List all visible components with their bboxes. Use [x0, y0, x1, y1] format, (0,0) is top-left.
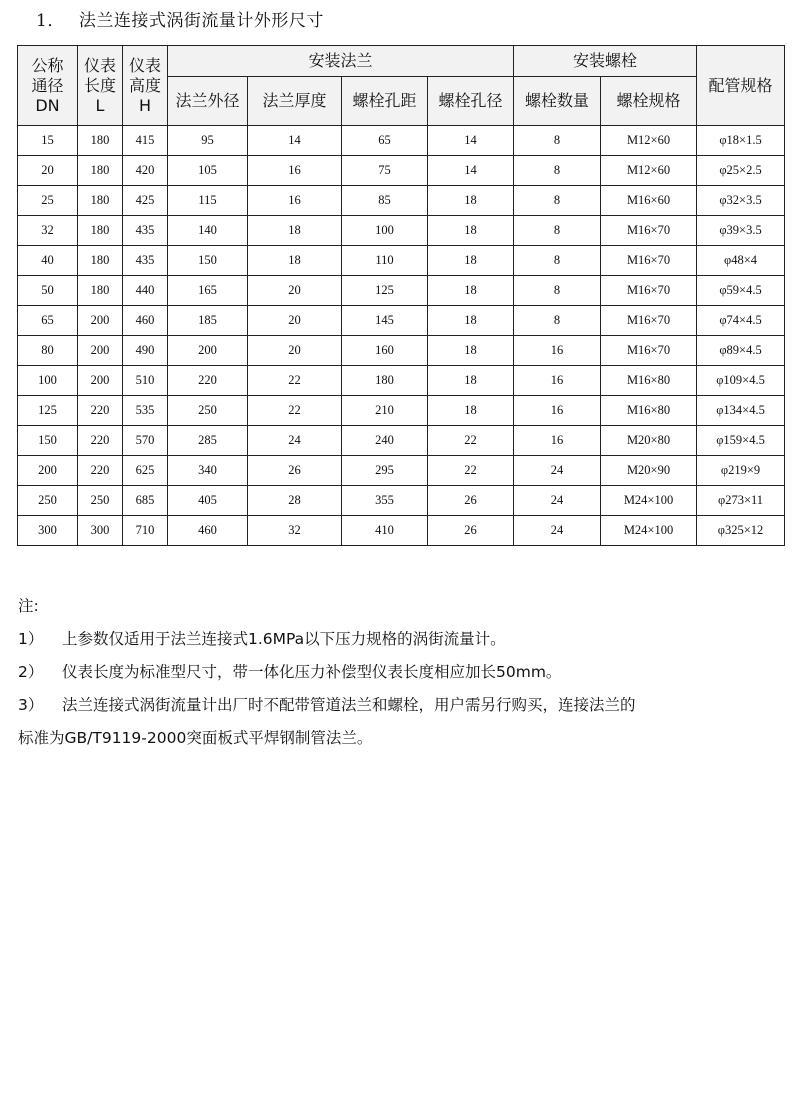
table-row — [18, 396, 785, 426]
cell-flange-outer-diameter: 140 — [168, 216, 248, 246]
cell-bolt-hole-diameter: 14 — [428, 126, 514, 156]
cell-bolt-hole-pitch: 145 — [342, 306, 428, 336]
cell-dn: 80 — [18, 336, 78, 366]
cell-height: 435 — [123, 246, 168, 276]
cell-bolt-spec: M16×80 — [601, 396, 697, 426]
cell-height: 440 — [123, 276, 168, 306]
cell-bolt-hole-diameter: 22 — [428, 426, 514, 456]
cell-bolt-hole-pitch: 410 — [342, 516, 428, 546]
cell-bolt-spec: M24×100 — [601, 516, 697, 546]
cell-length: 180 — [78, 246, 123, 276]
table-row — [18, 486, 785, 516]
cell-flange-outer-diameter: 150 — [168, 246, 248, 276]
cell-bolt-count: 8 — [514, 306, 601, 336]
cell-bolt-hole-diameter: 18 — [428, 246, 514, 276]
note-text: 仪表长度为标准型尺寸，带一体化压力补偿型仪表长度相应加长50mm。 — [62, 663, 562, 681]
cell-flange-thickness: 32 — [248, 516, 342, 546]
cell-length: 180 — [78, 156, 123, 186]
cell-bolt-spec: M12×60 — [601, 126, 697, 156]
table-row — [18, 186, 785, 216]
cell-bolt-spec: M16×70 — [601, 276, 697, 306]
note-text: 法兰连接式涡街流量计出厂时不配带管道法兰和螺栓，用户需另行购买，连接法兰的 — [62, 696, 636, 714]
cell-flange-thickness: 26 — [248, 456, 342, 486]
table-row — [18, 456, 785, 486]
header-height: 仪表 高度 H — [123, 46, 168, 126]
cell-bolt-spec: M16×70 — [601, 336, 697, 366]
cell-bolt-hole-diameter: 26 — [428, 486, 514, 516]
table-row — [18, 156, 785, 186]
cell-length: 200 — [78, 366, 123, 396]
header-bolt-group: 安装螺栓 — [514, 46, 697, 77]
cell-bolt-count: 8 — [514, 216, 601, 246]
cell-length: 180 — [78, 126, 123, 156]
cell-pipe-spec: φ109×4.5 — [697, 366, 785, 396]
notes-heading: 注: — [18, 597, 39, 615]
cell-pipe-spec: φ89×4.5 — [697, 336, 785, 366]
cell-length: 250 — [78, 486, 123, 516]
cell-pipe-spec: φ325×12 — [697, 516, 785, 546]
cell-flange-thickness: 14 — [248, 126, 342, 156]
table-row — [18, 276, 785, 306]
cell-height: 415 — [123, 126, 168, 156]
cell-pipe-spec: φ74×4.5 — [697, 306, 785, 336]
cell-flange-thickness: 16 — [248, 156, 342, 186]
cell-height: 535 — [123, 396, 168, 426]
cell-bolt-hole-diameter: 14 — [428, 156, 514, 186]
cell-pipe-spec: φ59×4.5 — [697, 276, 785, 306]
cell-length: 220 — [78, 456, 123, 486]
cell-bolt-count: 8 — [514, 186, 601, 216]
title-number: 1． — [36, 11, 65, 31]
cell-pipe-spec: φ134×4.5 — [697, 396, 785, 426]
header-bolt-hole-pitch: 螺栓孔距 — [342, 77, 428, 126]
table-row — [18, 336, 785, 366]
table-row — [18, 306, 785, 336]
cell-bolt-hole-pitch: 65 — [342, 126, 428, 156]
cell-height: 570 — [123, 426, 168, 456]
note-index: 2） — [18, 663, 44, 681]
cell-pipe-spec: φ18×1.5 — [697, 126, 785, 156]
cell-height: 685 — [123, 486, 168, 516]
cell-bolt-spec: M24×100 — [601, 486, 697, 516]
cell-flange-thickness: 20 — [248, 306, 342, 336]
header-dn: 公称 通径 DN — [18, 46, 78, 126]
cell-bolt-count: 16 — [514, 426, 601, 456]
cell-bolt-hole-pitch: 295 — [342, 456, 428, 486]
cell-bolt-hole-diameter: 26 — [428, 516, 514, 546]
cell-length: 200 — [78, 336, 123, 366]
cell-bolt-count: 16 — [514, 336, 601, 366]
cell-length: 180 — [78, 216, 123, 246]
cell-bolt-hole-pitch: 240 — [342, 426, 428, 456]
header-bolt-spec: 螺栓规格 — [601, 77, 697, 126]
cell-flange-thickness: 18 — [248, 216, 342, 246]
note-item — [18, 689, 788, 722]
cell-length: 180 — [78, 186, 123, 216]
cell-bolt-spec: M16×80 — [601, 366, 697, 396]
cell-bolt-hole-diameter: 18 — [428, 366, 514, 396]
table-row — [18, 426, 785, 456]
cell-height: 425 — [123, 186, 168, 216]
cell-height: 625 — [123, 456, 168, 486]
cell-flange-outer-diameter: 165 — [168, 276, 248, 306]
cell-flange-thickness: 22 — [248, 366, 342, 396]
cell-bolt-count: 16 — [514, 366, 601, 396]
title-text: 法兰连接式涡街流量计外形尺寸 — [78, 11, 324, 31]
header-length: 仪表 长度 L — [78, 46, 123, 126]
cell-height: 490 — [123, 336, 168, 366]
header-flange-group: 安装法兰 — [168, 46, 514, 77]
cell-pipe-spec: φ32×3.5 — [697, 186, 785, 216]
cell-bolt-count: 24 — [514, 456, 601, 486]
cell-bolt-hole-pitch: 180 — [342, 366, 428, 396]
cell-bolt-spec: M16×70 — [601, 216, 697, 246]
cell-dn: 100 — [18, 366, 78, 396]
note-continuation: 标准为GB/T9119-2000突面板式平焊钢制管法兰。 — [18, 729, 373, 747]
cell-height: 510 — [123, 366, 168, 396]
cell-dn: 50 — [18, 276, 78, 306]
cell-bolt-hole-diameter: 18 — [428, 306, 514, 336]
cell-dn: 250 — [18, 486, 78, 516]
cell-length: 180 — [78, 276, 123, 306]
cell-flange-thickness: 16 — [248, 186, 342, 216]
cell-flange-outer-diameter: 250 — [168, 396, 248, 426]
note-index: 3） — [18, 696, 44, 714]
cell-dn: 25 — [18, 186, 78, 216]
cell-height: 710 — [123, 516, 168, 546]
cell-flange-thickness: 28 — [248, 486, 342, 516]
cell-bolt-hole-pitch: 100 — [342, 216, 428, 246]
cell-bolt-spec: M16×70 — [601, 246, 697, 276]
cell-flange-thickness: 22 — [248, 396, 342, 426]
cell-bolt-spec: M20×90 — [601, 456, 697, 486]
cell-dn: 150 — [18, 426, 78, 456]
cell-flange-outer-diameter: 220 — [168, 366, 248, 396]
cell-bolt-hole-diameter: 18 — [428, 396, 514, 426]
cell-flange-outer-diameter: 95 — [168, 126, 248, 156]
cell-bolt-hole-diameter: 18 — [428, 186, 514, 216]
table-row — [18, 216, 785, 246]
cell-bolt-spec: M16×60 — [601, 186, 697, 216]
header-bolt-count: 螺栓数量 — [514, 77, 601, 126]
cell-bolt-spec: M20×80 — [601, 426, 697, 456]
cell-bolt-count: 16 — [514, 396, 601, 426]
cell-bolt-hole-diameter: 18 — [428, 276, 514, 306]
cell-flange-outer-diameter: 105 — [168, 156, 248, 186]
cell-pipe-spec: φ273×11 — [697, 486, 785, 516]
header-flange-thickness: 法兰厚度 — [248, 77, 342, 126]
table-row — [18, 366, 785, 396]
cell-pipe-spec: φ25×2.5 — [697, 156, 785, 186]
header-bolt-hole-diameter: 螺栓孔径 — [428, 77, 514, 126]
cell-pipe-spec: φ219×9 — [697, 456, 785, 486]
cell-bolt-spec: M12×60 — [601, 156, 697, 186]
cell-pipe-spec: φ159×4.5 — [697, 426, 785, 456]
cell-dn: 65 — [18, 306, 78, 336]
cell-flange-thickness: 20 — [248, 336, 342, 366]
table-row — [18, 126, 785, 156]
cell-bolt-hole-pitch: 110 — [342, 246, 428, 276]
cell-height: 420 — [123, 156, 168, 186]
cell-pipe-spec: φ48×4 — [697, 246, 785, 276]
cell-dn: 15 — [18, 126, 78, 156]
dimension-table — [17, 45, 785, 546]
table-row — [18, 516, 785, 546]
cell-flange-outer-diameter: 285 — [168, 426, 248, 456]
cell-bolt-count: 8 — [514, 246, 601, 276]
cell-bolt-count: 24 — [514, 516, 601, 546]
cell-flange-outer-diameter: 200 — [168, 336, 248, 366]
cell-height: 435 — [123, 216, 168, 246]
cell-dn: 300 — [18, 516, 78, 546]
cell-bolt-spec: M16×70 — [601, 306, 697, 336]
cell-dn: 20 — [18, 156, 78, 186]
cell-length: 220 — [78, 396, 123, 426]
cell-bolt-hole-pitch: 85 — [342, 186, 428, 216]
cell-flange-outer-diameter: 405 — [168, 486, 248, 516]
cell-pipe-spec: φ39×3.5 — [697, 216, 785, 246]
page-title — [36, 6, 324, 31]
cell-dn: 200 — [18, 456, 78, 486]
cell-bolt-hole-pitch: 160 — [342, 336, 428, 366]
cell-length: 300 — [78, 516, 123, 546]
notes-section — [18, 590, 788, 755]
cell-bolt-hole-pitch: 75 — [342, 156, 428, 186]
cell-flange-thickness: 18 — [248, 246, 342, 276]
cell-flange-outer-diameter: 460 — [168, 516, 248, 546]
cell-bolt-hole-diameter: 18 — [428, 216, 514, 246]
cell-bolt-count: 8 — [514, 276, 601, 306]
header-flange-outer-diameter: 法兰外径 — [168, 77, 248, 126]
cell-bolt-hole-pitch: 355 — [342, 486, 428, 516]
table-body — [18, 126, 785, 546]
cell-flange-thickness: 24 — [248, 426, 342, 456]
cell-flange-thickness: 20 — [248, 276, 342, 306]
note-index: 1） — [18, 630, 44, 648]
cell-flange-outer-diameter: 340 — [168, 456, 248, 486]
cell-bolt-count: 24 — [514, 486, 601, 516]
cell-dn: 32 — [18, 216, 78, 246]
cell-dn: 40 — [18, 246, 78, 276]
cell-bolt-hole-pitch: 210 — [342, 396, 428, 426]
note-item — [18, 623, 788, 656]
cell-dn: 125 — [18, 396, 78, 426]
table-row — [18, 246, 785, 276]
cell-length: 220 — [78, 426, 123, 456]
cell-flange-outer-diameter: 185 — [168, 306, 248, 336]
cell-bolt-hole-pitch: 125 — [342, 276, 428, 306]
cell-bolt-count: 8 — [514, 156, 601, 186]
cell-flange-outer-diameter: 115 — [168, 186, 248, 216]
cell-bolt-hole-diameter: 18 — [428, 336, 514, 366]
note-text: 上参数仅适用于法兰连接式1.6MPa以下压力规格的涡街流量计。 — [62, 630, 506, 648]
cell-bolt-hole-diameter: 22 — [428, 456, 514, 486]
cell-length: 200 — [78, 306, 123, 336]
header-pipe: 配管规格 — [697, 46, 785, 126]
cell-bolt-count: 8 — [514, 126, 601, 156]
note-item — [18, 656, 788, 689]
cell-height: 460 — [123, 306, 168, 336]
